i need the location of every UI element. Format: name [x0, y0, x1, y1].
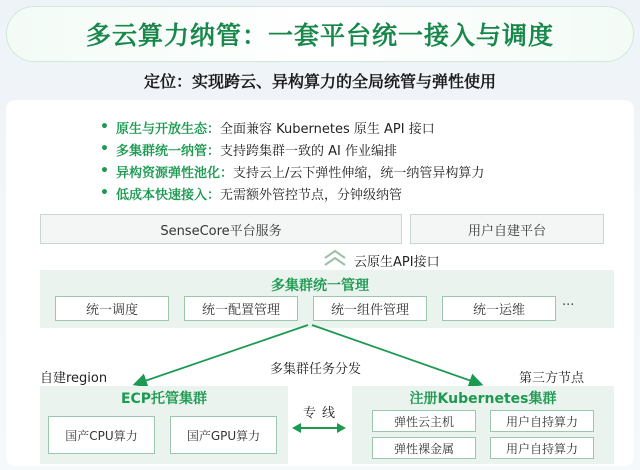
dispatch-label: 多集群任务分发	[270, 362, 362, 377]
node-elastic-vm: 弹性云主机	[372, 410, 476, 432]
node-user-owned: 用户自持算力	[490, 437, 594, 459]
k8s-cluster-title: 注册Kubernetes集群	[409, 391, 557, 407]
feature-key: 低成本快速接入：	[116, 187, 221, 203]
node-domestic-cpu: 国产CPU算力	[48, 416, 155, 454]
mgmt-unified-components: 统一组件管理	[313, 296, 427, 321]
feature-key: 多集群统一纳管：	[116, 143, 221, 159]
feature-key: 原生与开放生态：	[116, 121, 221, 137]
platform-user-built: 用户自建平台	[410, 214, 604, 244]
bullet-dot-icon: •	[100, 119, 109, 135]
bullet-dot-icon: •	[100, 185, 109, 201]
page-subtitle: 定位：实现跨云、异构算力的全局统管与弹性使用	[143, 72, 496, 91]
third-party-label: 第三方节点	[519, 371, 585, 386]
feature-desc: 全面兼容 Kubernetes 原生 API 接口	[220, 121, 435, 137]
feature-desc: 无需额外管控节点，分钟级纳管	[220, 187, 403, 203]
platform-sensecore: SenseCore平台服务	[40, 214, 402, 244]
mgmt-unified-config: 统一配置管理	[184, 296, 298, 321]
node-bare-metal: 弹性裸金属	[372, 437, 476, 459]
mgmt-unified-scheduling: 统一调度	[55, 296, 169, 321]
mgmt-unified-ops: 统一运维	[442, 296, 556, 321]
bullet-dot-icon: •	[100, 163, 109, 179]
bullet-dot-icon: •	[100, 141, 109, 157]
page-title: 多云算力纳管：一套平台统一接入与调度	[85, 21, 554, 50]
feature-desc: 支持云上/云下弹性伸缩，统一纳管异构算力	[233, 165, 485, 181]
feature-desc: 支持跨集群一致的 AI 作业编排	[220, 143, 398, 159]
more-ellipsis: ···	[562, 298, 575, 313]
dedicated-line-label: 专线	[303, 406, 342, 421]
node-domestic-gpu: 国产GPU算力	[170, 416, 277, 454]
api-label: 云原生API接口	[354, 255, 440, 270]
double-arrow-icon	[292, 423, 346, 433]
ecp-cluster-title: ECP托管集群	[120, 391, 208, 407]
feature-key: 异构资源弹性池化：	[116, 165, 234, 181]
region-label: 自建region	[40, 371, 108, 386]
node-user-owned: 用户自持算力	[490, 410, 594, 432]
multi-cluster-title: 多集群统一管理	[271, 278, 369, 294]
